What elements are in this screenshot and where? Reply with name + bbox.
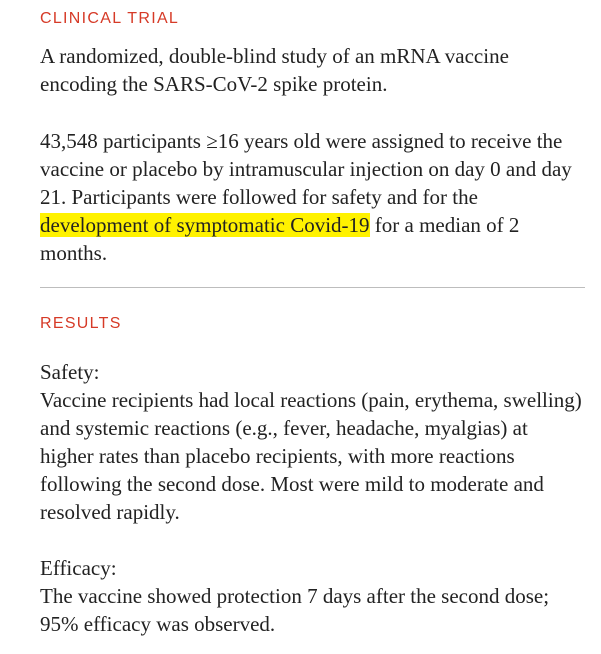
- efficacy-text: The vaccine showed protection 7 days after the second dose; 95% efficacy was observed.: [40, 584, 550, 636]
- trial-design-text-end: for a median of 2 months.: [40, 213, 520, 265]
- trial-intro-text: A randomized, double-blind study of an mRNA vaccine encoding the SARS-CoV-2 spike protein.: [40, 44, 509, 96]
- highlighted-endpoint: development of symptomatic Covid-19: [40, 213, 370, 237]
- trial-design-text: [40, 127, 585, 267]
- efficacy-section: [40, 554, 585, 638]
- section-divider: [40, 287, 585, 288]
- safety-section: [40, 358, 585, 526]
- safety-label: Safety:: [40, 360, 100, 384]
- trial-design-text-start: 43,548 participants ≥16 years old were assigned to receive the vaccine or placebo by intramuscular injection on day 0 and day 21. Participants were followed for safety and for the: [40, 129, 572, 209]
- safety-text: Vaccine recipients had local reactions (pain, erythema, swelling) and systemic reactions (e.g., fever, headache, myalgias) at higher rates than placebo recipients, with more reactions following the second dose. Most were mild to moderate and resolved rapidly.: [40, 388, 582, 524]
- results-heading: RESULTS: [40, 315, 122, 332]
- clinical-trial-heading: CLINICAL TRIAL: [40, 10, 180, 27]
- efficacy-label: Efficacy:: [40, 556, 117, 580]
